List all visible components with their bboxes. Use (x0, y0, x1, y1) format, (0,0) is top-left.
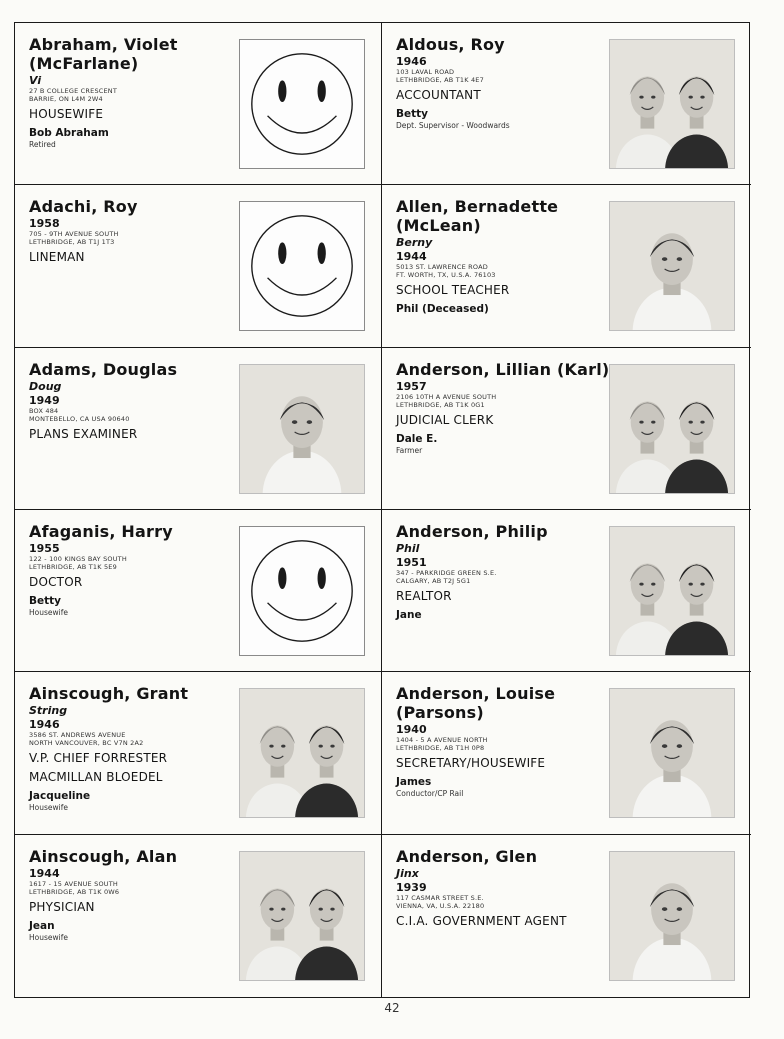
spouse-occupation: Retired (29, 140, 56, 149)
person-name: Anderson, Lillian (Karl) (396, 359, 610, 379)
occupation: C.I.A. GOVERNMENT AGENT (396, 913, 567, 928)
entry-text (29, 360, 244, 442)
entry-text (29, 684, 244, 813)
address-line: 122 - 100 KINGS BAY SOUTH (29, 554, 127, 563)
directory-entry (382, 510, 751, 672)
nickname: Jinx (396, 866, 419, 880)
portrait-photo-icon (610, 202, 734, 330)
address-line: 103 LAVAL ROAD (396, 68, 455, 76)
spouse-occupation: Dept. Supervisor - Woodwards (396, 121, 510, 130)
nickname: Berny (396, 236, 433, 250)
address-line: BOX 484 (29, 406, 59, 415)
directory-entry (382, 835, 751, 997)
occupation: MACMILLAN BLOEDEL (29, 770, 163, 785)
portrait-photo-icon (610, 852, 734, 980)
address-line: 705 - 9TH AVENUE SOUTH (29, 230, 119, 239)
person-name: Ainscough, Grant (29, 684, 189, 704)
couple-photo-icon (610, 527, 734, 655)
address-line: CALGARY, AB T2J 5G1 (396, 576, 471, 585)
address-line: 3586 ST. ANDREWS AVENUE (29, 731, 126, 740)
directory-entry (15, 835, 382, 997)
photo-placeholder (239, 39, 365, 169)
address-line: LETHBRIDGE, AB T1K 0G1 (396, 400, 485, 409)
address-line: LETHBRIDGE, AB T1K 0W6 (29, 887, 120, 896)
person-name: Adams, Douglas (29, 359, 178, 379)
spouse-name: Jean (29, 919, 55, 932)
spouse-name: Betty (29, 594, 62, 607)
address-line: LETHBRIDGE, AB T1H 0P8 (396, 744, 485, 753)
directory-grid (14, 22, 750, 998)
smiley-face-icon (240, 202, 364, 330)
entry-text (29, 35, 244, 150)
occupation: REALTOR (396, 588, 452, 603)
nickname: Vi (29, 74, 42, 87)
spouse-name: Dale E. (396, 432, 438, 445)
spouse-occupation: Conductor/CP Rail (396, 789, 464, 799)
graduation-year: 1946 (396, 55, 427, 68)
graduation-year: 1944 (396, 250, 427, 264)
portrait-photo-icon (610, 689, 734, 817)
occupation: PHYSICIAN (29, 899, 95, 914)
address-line: 2106 10TH A AVENUE SOUTH (396, 392, 497, 401)
address-line: 1404 - 5 A AVENUE NORTH (396, 736, 488, 745)
entry-text (396, 522, 611, 622)
photo-placeholder (239, 201, 365, 331)
person-name: Anderson, Glen (396, 846, 538, 866)
person-name: Adachi, Roy (29, 197, 138, 217)
person-name: Anderson, Philip (396, 521, 548, 541)
page-number: 42 (384, 1001, 400, 1015)
couple-photo-icon (240, 852, 364, 980)
spouse-occupation: Housewife (29, 932, 68, 942)
graduation-year: 1951 (396, 555, 427, 569)
occupation: PLANS EXAMINER (29, 426, 138, 441)
directory-entry (15, 348, 382, 510)
photo (609, 364, 735, 494)
photo (609, 201, 735, 331)
directory-entry (382, 185, 751, 347)
graduation-year: 1940 (396, 723, 427, 737)
occupation: V.P. CHIEF FORRESTER (29, 751, 168, 766)
entry-text (29, 197, 244, 265)
directory-entry (15, 23, 382, 185)
person-name: Anderson, Louise (Parsons) (396, 684, 556, 723)
address-line: 5013 ST. LAWRENCE ROAD (396, 263, 488, 272)
spouse-occupation: Farmer (396, 445, 423, 455)
graduation-year: 1944 (29, 866, 60, 880)
spouse-name: Jane (396, 608, 422, 621)
entry-text (29, 522, 244, 618)
entry-text (29, 847, 244, 943)
photo (609, 39, 735, 169)
graduation-year: 1946 (29, 718, 60, 732)
address-line: 347 - PARKRIDGE GREEN S.E. (396, 568, 497, 577)
occupation: JUDICIAL CLERK (396, 412, 494, 427)
spouse-name: Betty (396, 108, 429, 120)
smiley-face-icon (240, 527, 364, 655)
spouse-occupation: Housewife (29, 803, 68, 813)
graduation-year: 1949 (29, 393, 60, 407)
address-line: 117 CASMAR STREET S.E. (396, 893, 484, 902)
smiley-face-icon (240, 40, 364, 168)
entry-text (396, 35, 611, 131)
spouse-name: Jacqueline (29, 790, 91, 803)
occupation: HOUSEWIFE (29, 107, 104, 121)
directory-entry (382, 672, 751, 834)
occupation: SCHOOL TEACHER (396, 283, 510, 298)
address-line: LETHBRIDGE, AB T1J 1T3 (29, 238, 115, 247)
address-line: FT. WORTH, TX, U.S.A. 76103 (396, 271, 496, 280)
couple-photo-icon (240, 689, 364, 817)
entry-text (396, 197, 611, 316)
entry-text (396, 360, 611, 456)
photo (239, 688, 365, 818)
address-line: 1617 - 15 AVENUE SOUTH (29, 879, 118, 888)
couple-photo-icon (610, 40, 734, 168)
photo (609, 851, 735, 981)
photo (239, 851, 365, 981)
photo (239, 364, 365, 494)
address-line: BARRIE, ON L4M 2W4 (29, 95, 103, 103)
spouse-name: Phil (Deceased) (396, 303, 489, 316)
photo-placeholder (239, 526, 365, 656)
occupation: SECRETARY/HOUSEWIFE (396, 756, 546, 771)
spouse-name: Bob Abraham (29, 127, 109, 139)
entry-text (396, 847, 611, 929)
graduation-year: 1939 (396, 880, 427, 894)
spouse-occupation: Housewife (29, 607, 68, 617)
person-name: Afaganis, Harry (29, 521, 173, 541)
spouse-name: James (396, 776, 432, 789)
graduation-year: 1955 (29, 541, 60, 555)
couple-photo-icon (610, 365, 734, 493)
nickname: String (29, 704, 68, 718)
graduation-year: 1958 (29, 217, 60, 231)
directory-entry (382, 23, 751, 185)
directory-entry (15, 185, 382, 347)
directory-entry (382, 348, 751, 510)
portrait-photo-icon (240, 365, 364, 493)
photo (609, 526, 735, 656)
entry-text (396, 684, 611, 799)
address-line: LETHBRIDGE, AB T1K 4E7 (396, 76, 484, 84)
person-name: Abraham, Violet (McFarlane) (29, 35, 178, 73)
occupation: ACCOUNTANT (396, 88, 481, 102)
address-line: MONTEBELLO, CA USA 90640 (29, 414, 130, 423)
address-line: VIENNA, VA, U.S.A. 22180 (396, 901, 485, 910)
person-name: Ainscough, Alan (29, 846, 178, 866)
occupation: LINEMAN (29, 250, 85, 265)
nickname: Doug (29, 379, 62, 393)
person-name: Allen, Bernadette (McLean) (396, 197, 559, 236)
occupation: DOCTOR (29, 574, 83, 589)
address-line: NORTH VANCOUVER, BC V7N 2A2 (29, 739, 144, 748)
nickname: Phil (396, 541, 420, 555)
graduation-year: 1957 (396, 379, 427, 393)
directory-entry (15, 510, 382, 672)
photo (609, 688, 735, 818)
directory-entry (15, 672, 382, 834)
address-line: 27 B COLLEGE CRESCENT (29, 87, 118, 95)
address-line: LETHBRIDGE, AB T1K 5E9 (29, 562, 117, 571)
person-name: Aldous, Roy (396, 35, 505, 54)
